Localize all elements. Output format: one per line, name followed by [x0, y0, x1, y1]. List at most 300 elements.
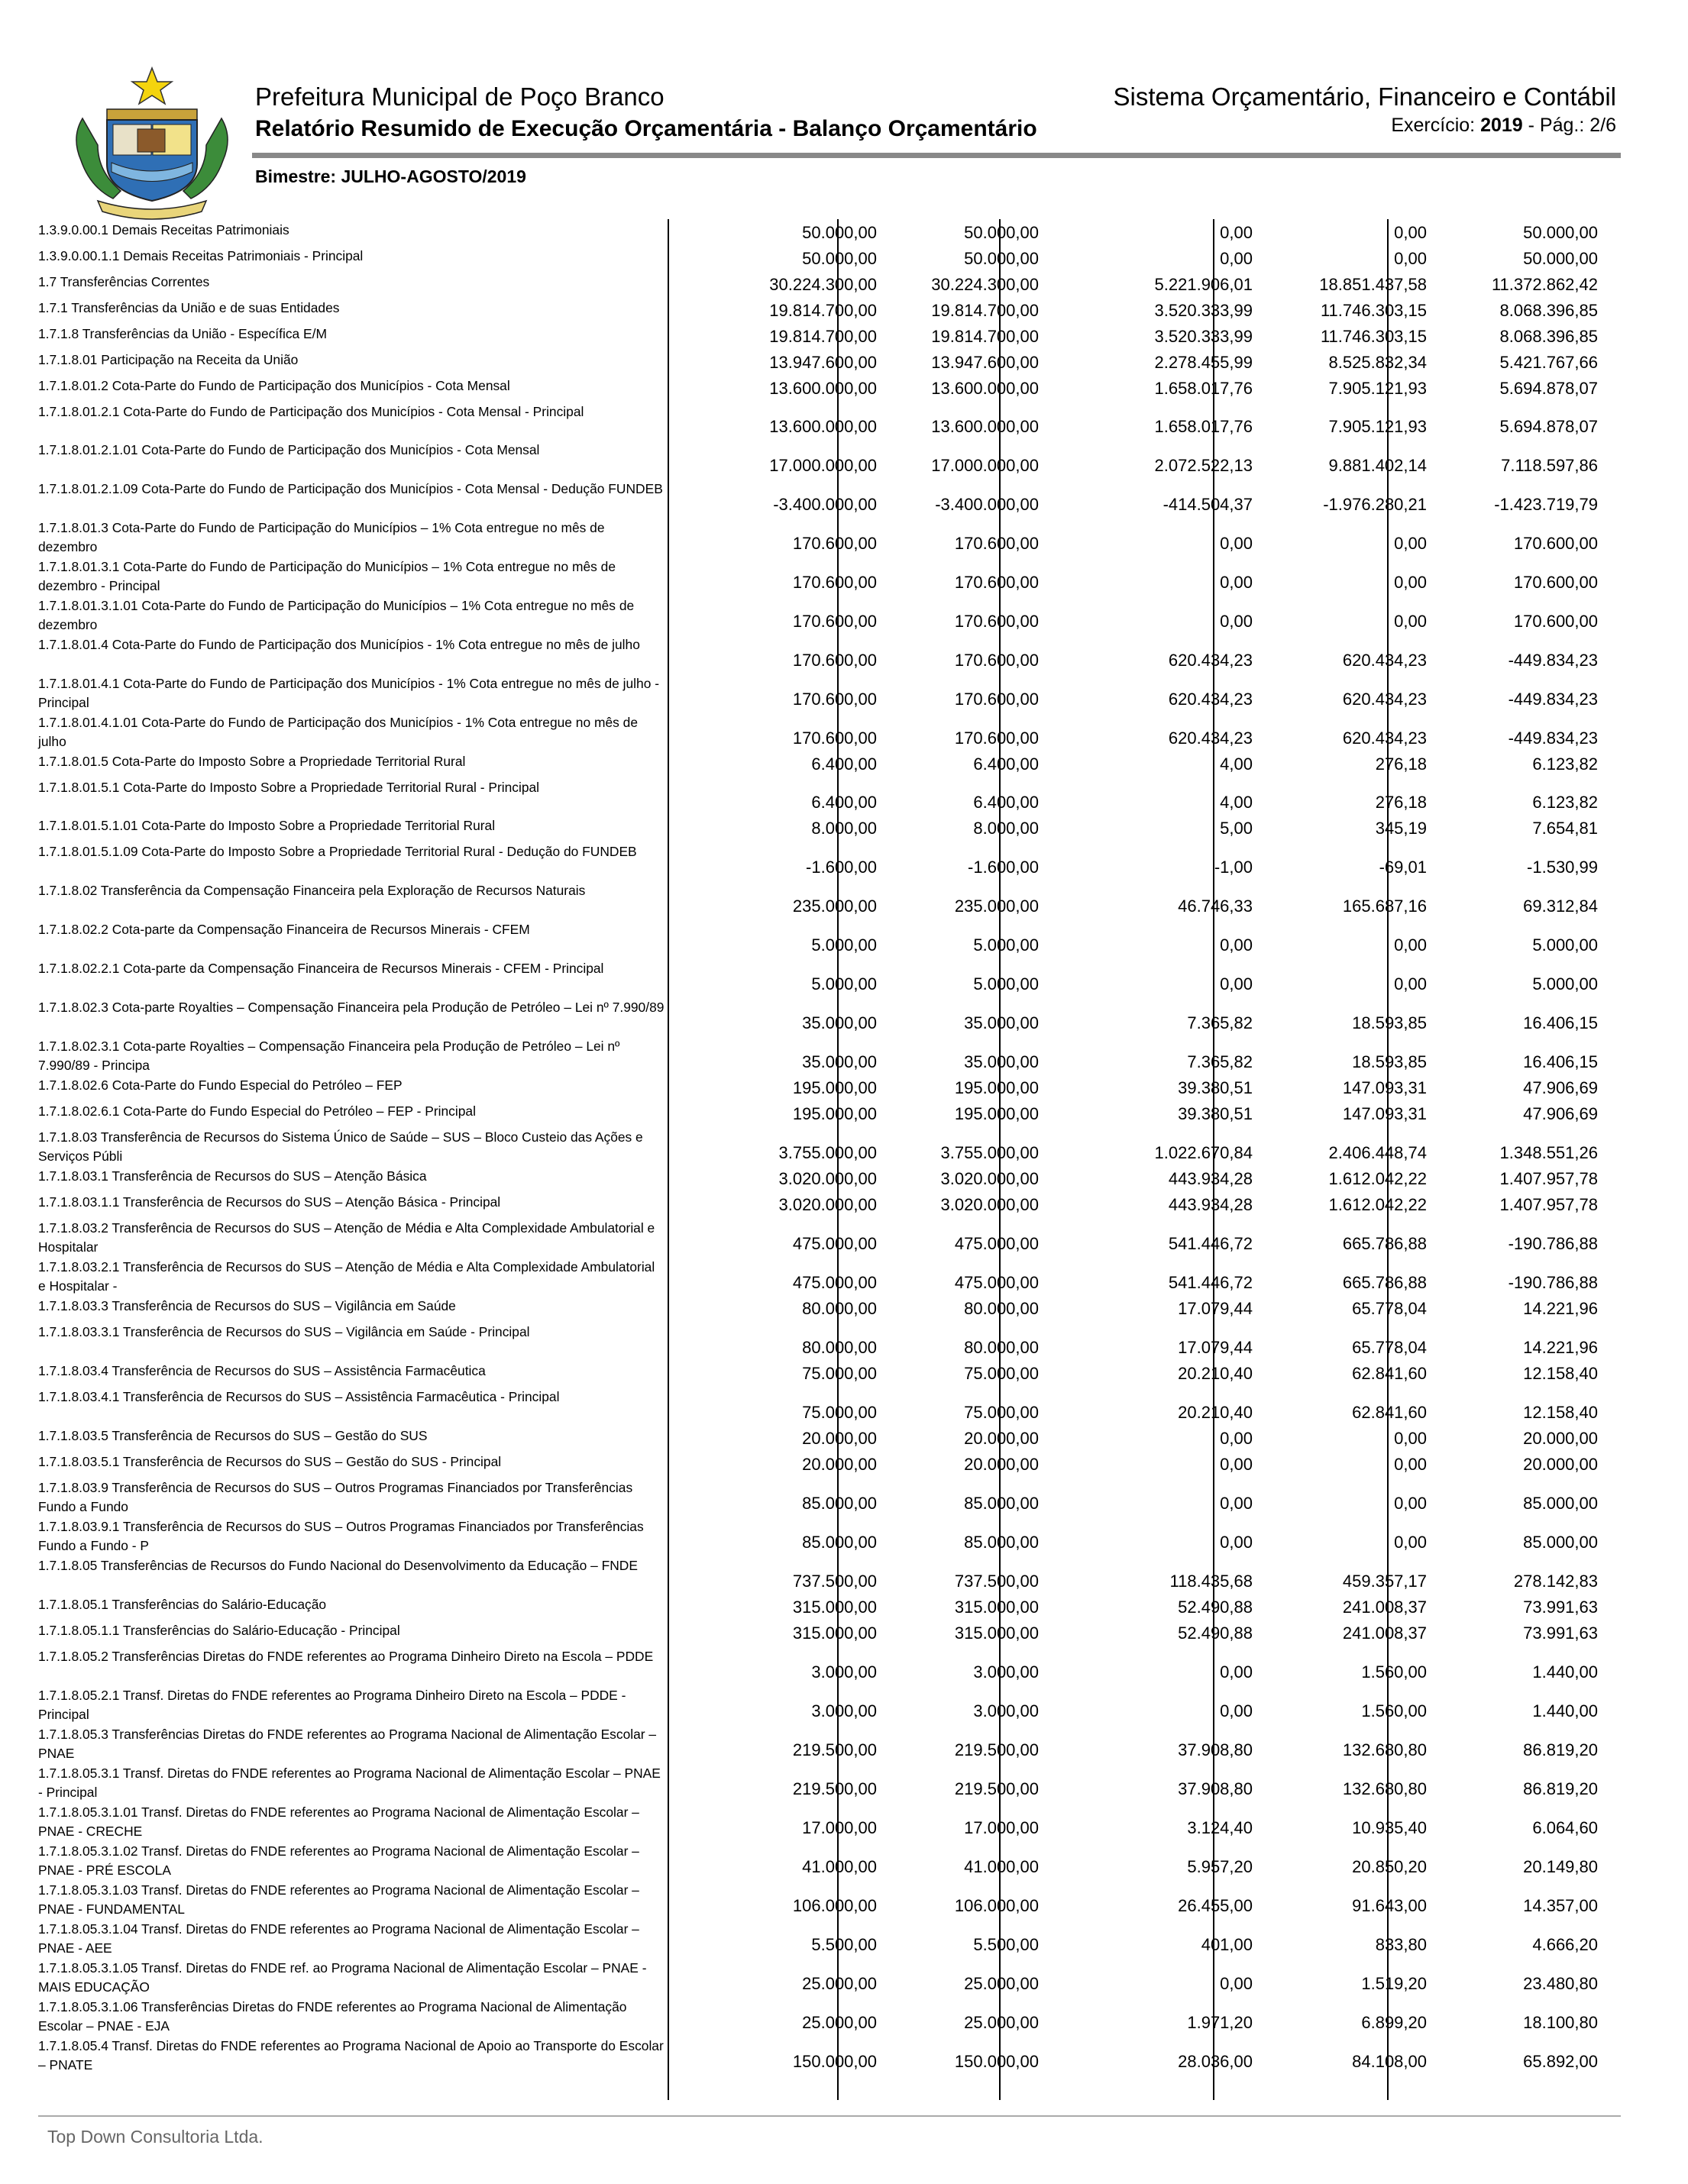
initial-forecast-cell: 85.000,00 [802, 1533, 877, 1552]
period-revenue-cell: 4,00 [1220, 754, 1253, 774]
cumulative-revenue-cell: 6.899,20 [1361, 2013, 1427, 2032]
table-row [38, 1425, 1612, 1451]
period-revenue-cell: 118.435,68 [1169, 1572, 1253, 1591]
balance-cell: 170.600,00 [1513, 573, 1598, 592]
table-row [38, 1879, 1612, 1918]
balance-cell: 8.068.396,85 [1499, 301, 1598, 320]
period-revenue-cell: 620.434,23 [1168, 690, 1253, 709]
cumulative-revenue-cell: 1.612.042,22 [1328, 1169, 1427, 1188]
table-row [38, 439, 1612, 478]
period-revenue-cell: 5.221.906,01 [1154, 275, 1253, 294]
balance-cell: 14.221,96 [1523, 1299, 1598, 1318]
balance-cell: 1.440,00 [1532, 1701, 1598, 1720]
initial-forecast-cell: 20.000,00 [802, 1429, 877, 1448]
cumulative-revenue-cell: 0,00 [1394, 612, 1427, 631]
balance-cell: 50.000,00 [1523, 223, 1598, 242]
municipal-crest-logo [67, 65, 237, 221]
balance-cell: 18.100,80 [1523, 2013, 1598, 2032]
table-row [38, 1191, 1612, 1217]
initial-forecast-cell: -3.400.000,00 [773, 495, 877, 514]
table-row [38, 1685, 1612, 1724]
account-description: 1.7.1.8.05.2 Transferências Diretas do FNDE referentes ao Programa Dinheiro Direto na Escola – PDDE [38, 1649, 654, 1664]
initial-forecast-cell: 219.500,00 [792, 1779, 877, 1798]
cumulative-revenue-cell: 0,00 [1394, 935, 1427, 955]
initial-forecast-cell: 41.000,00 [802, 1857, 877, 1876]
updated-forecast-cell: 30.224.300,00 [931, 275, 1039, 294]
account-description: 1.7.1.8.01.2.1.09 Cota-Parte do Fundo de Participação dos Municípios - Cota Mensal - Dedução FUNDEB [38, 481, 663, 496]
period-revenue-cell: 1.658.017,76 [1154, 417, 1253, 436]
table-row [38, 1620, 1612, 1646]
initial-forecast-cell: 315.000,00 [792, 1598, 877, 1617]
period-revenue-cell: 0,00 [1220, 1974, 1253, 1993]
account-description: 1.7.1.8.03.1.1 Transferência de Recursos do SUS – Atenção Básica - Principal [38, 1194, 501, 1210]
table-row [38, 401, 1612, 439]
organization-name: Prefeitura Municipal de Poço Branco [255, 82, 665, 111]
initial-forecast-cell: 75.000,00 [802, 1364, 877, 1383]
period-revenue-cell: 52.490,88 [1178, 1598, 1253, 1617]
balance-cell: 8.068.396,85 [1499, 327, 1598, 346]
balance-cell: 20.000,00 [1523, 1429, 1598, 1448]
initial-forecast-cell: 5.500,00 [811, 1935, 877, 1954]
cumulative-revenue-cell: 65.778,04 [1352, 1338, 1427, 1357]
updated-forecast-cell: 150.000,00 [954, 2052, 1039, 2071]
table-row [38, 1996, 1612, 2035]
account-description: 1.7.1.8.02.3 Cota-parte Royalties – Compensação Financeira pela Produção de Petróleo – Lei nº 7.990/89 [38, 1000, 665, 1015]
cumulative-revenue-cell: 0,00 [1394, 1533, 1427, 1552]
cumulative-revenue-cell: 665.786,88 [1342, 1273, 1427, 1292]
table-row [38, 1840, 1612, 1879]
account-description: 1.7.1 Transferências da União e de suas Entidades [38, 300, 340, 315]
table-row [38, 1360, 1612, 1386]
balance-cell: 1.407.957,78 [1499, 1195, 1598, 1214]
cumulative-revenue-cell: -69,01 [1379, 858, 1427, 877]
cumulative-revenue-cell: 0,00 [1394, 1455, 1427, 1474]
account-description: 1.7.1.8.01.2.1.01 Cota-Parte do Fundo de Participação dos Municípios - Cota Mensal [38, 442, 540, 457]
initial-forecast-cell: 8.000,00 [811, 819, 877, 838]
exercise-year: 2019 [1480, 115, 1523, 136]
table-row [38, 1035, 1612, 1074]
cumulative-revenue-cell: 18.593,85 [1352, 1052, 1427, 1071]
table-row [38, 958, 1612, 997]
cumulative-revenue-cell: 0,00 [1394, 249, 1427, 268]
cumulative-revenue-cell: 345,19 [1375, 819, 1427, 838]
table-row [38, 517, 1612, 556]
cumulative-revenue-cell: 18.593,85 [1352, 1013, 1427, 1032]
account-description: 1.7.1.8.05.4 Transf. Diretas do FNDE referentes ao Programa Nacional de Apoio ao Transporte do Escolar – PNATE [38, 2038, 664, 2073]
updated-forecast-cell: 75.000,00 [964, 1364, 1039, 1383]
cumulative-revenue-cell: 0,00 [1394, 573, 1427, 592]
initial-forecast-cell: 25.000,00 [802, 2013, 877, 2032]
updated-forecast-cell: 170.600,00 [954, 690, 1039, 709]
table-row [38, 595, 1612, 634]
table-row [38, 634, 1612, 673]
account-description: 1.7.1.8.02 Transferência da Compensação Financeira pela Exploração de Recursos Naturais [38, 883, 586, 898]
account-description: 1.7.1.8.05.1 Transferências do Salário-Educação [38, 1597, 327, 1612]
table-row [38, 245, 1612, 271]
account-description: 1.7.1.8.05.3.1.03 Transf. Diretas do FNDE referentes ao Programa Nacional de Alimentação Escolar – PNAE - FUNDAMENTAL [38, 1882, 639, 1917]
period-revenue-cell: -414.504,37 [1163, 495, 1253, 514]
period-revenue-cell: 17.079,44 [1178, 1299, 1253, 1318]
initial-forecast-cell: 3.755.000,00 [778, 1143, 877, 1162]
period-revenue-cell: 0,00 [1220, 1455, 1253, 1474]
table-row [38, 1516, 1612, 1555]
account-description: 1.7.1.8.01.4.1.01 Cota-Parte do Fundo de Participação dos Municípios - 1% Cota entregue no mês de julho [38, 715, 638, 749]
initial-forecast-cell: 19.814.700,00 [769, 301, 877, 320]
cumulative-revenue-cell: 0,00 [1394, 223, 1427, 242]
updated-forecast-cell: 19.814.700,00 [931, 327, 1039, 346]
table-row [38, 1256, 1612, 1295]
account-description: 1.7.1.8.01.4 Cota-Parte do Fundo de Participação dos Municípios - 1% Cota entregue no mês de julho [38, 637, 640, 652]
account-description: 1.7.1.8.02.2.1 Cota-parte da Compensação Financeira de Recursos Minerais - CFEM - Principal [38, 961, 604, 976]
account-description: 1.7.1.8.05.3 Transferências Diretas do FNDE referentes ao Programa Nacional de Alimentação Escolar – PNAE [38, 1727, 657, 1761]
account-description: 1.7.1.8 Transferências da União - Específica E/M [38, 326, 327, 341]
cumulative-revenue-cell: 7.905.121,93 [1328, 417, 1427, 436]
balance-cell: -449.834,23 [1508, 690, 1598, 709]
table-row [38, 777, 1612, 815]
table-row [38, 2035, 1612, 2074]
updated-forecast-cell: 170.600,00 [954, 612, 1039, 631]
initial-forecast-cell: 315.000,00 [792, 1623, 877, 1643]
updated-forecast-cell: 17.000.000,00 [931, 456, 1039, 475]
period-revenue-cell: 0,00 [1220, 612, 1253, 631]
period-label: Bimestre: JULHO-AGOSTO/2019 [255, 166, 526, 186]
table-row [38, 919, 1612, 958]
cumulative-revenue-cell: 165.687,16 [1342, 897, 1427, 916]
table-row [38, 1100, 1612, 1126]
period-revenue-cell: 0,00 [1220, 1662, 1253, 1682]
footer-divider [38, 2115, 1621, 2117]
balance-cell: -190.786,88 [1508, 1273, 1598, 1292]
period-revenue-cell: 3.124,40 [1187, 1818, 1253, 1837]
account-description: 1.7.1.8.01 Participação na Receita da União [38, 352, 299, 367]
period-revenue-cell: 3.520.333,99 [1154, 327, 1253, 346]
budget-table [38, 219, 1612, 2074]
initial-forecast-cell: 6.400,00 [811, 754, 877, 774]
account-description: 1.7.1.8.03.2 Transferência de Recursos do SUS – Atenção de Média e Alta Complexidade Ambulatorial e Hospitalar [38, 1220, 655, 1255]
account-description: 1.7.1.8.01.3.1.01 Cota-Parte do Fundo de Participação do Municípios – 1% Cota entregue no mês de dezembro [38, 598, 635, 632]
updated-forecast-cell: 50.000,00 [964, 223, 1039, 242]
table-row [38, 1126, 1612, 1165]
initial-forecast-cell: 20.000,00 [802, 1455, 877, 1474]
cumulative-revenue-cell: 147.093,31 [1342, 1078, 1427, 1097]
table-row [38, 1217, 1612, 1256]
initial-forecast-cell: 195.000,00 [792, 1078, 877, 1097]
period-revenue-cell: 0,00 [1220, 249, 1253, 268]
table-row [38, 1477, 1612, 1516]
balance-cell: 65.892,00 [1523, 2052, 1598, 2071]
table-row [38, 1451, 1612, 1477]
cumulative-revenue-cell: 241.008,37 [1342, 1623, 1427, 1643]
account-description: 1.7.1.8.03 Transferência de Recursos do Sistema Único de Saúde – SUS – Bloco Custeio das Ações e Serviços Públi [38, 1129, 643, 1164]
period-revenue-cell: 0,00 [1220, 223, 1253, 242]
cumulative-revenue-cell: 1.519,20 [1361, 1974, 1427, 1993]
table-row [38, 997, 1612, 1035]
cumulative-revenue-cell: -1.976.280,21 [1323, 495, 1427, 514]
account-description: 1.3.9.0.00.1.1 Demais Receitas Patrimoniais - Principal [38, 248, 364, 263]
cumulative-revenue-cell: 2.406.448,74 [1328, 1143, 1427, 1162]
initial-forecast-cell: 80.000,00 [802, 1299, 877, 1318]
balance-cell: 73.991,63 [1523, 1623, 1598, 1643]
period-revenue-cell: 52.490,88 [1178, 1623, 1253, 1643]
balance-cell: 16.406,15 [1523, 1013, 1598, 1032]
cumulative-revenue-cell: 620.434,23 [1342, 690, 1427, 709]
account-description: 1.7.1.8.05.3.1.01 Transf. Diretas do FNDE referentes ao Programa Nacional de Alimentação Escolar – PNAE - CRECHE [38, 1804, 639, 1839]
updated-forecast-cell: 17.000,00 [964, 1818, 1039, 1837]
balance-cell: 5.000,00 [1532, 974, 1598, 993]
period-revenue-cell: 620.434,23 [1168, 651, 1253, 670]
initial-forecast-cell: 170.600,00 [792, 690, 877, 709]
table-row [38, 1594, 1612, 1620]
period-revenue-cell: 443.934,28 [1168, 1169, 1253, 1188]
cumulative-revenue-cell: 91.643,00 [1352, 1896, 1427, 1915]
table-row [38, 1957, 1612, 1996]
account-description: 1.7.1.8.05.3.1.04 Transf. Diretas do FNDE referentes ao Programa Nacional de Alimentação Escolar – PNAE - AEE [38, 1921, 639, 1956]
cumulative-revenue-cell: 0,00 [1394, 974, 1427, 993]
account-description: 1.7.1.8.03.3.1 Transferência de Recursos do SUS – Vigilância em Saúde - Principal [38, 1324, 530, 1339]
account-description: 1.7.1.8.03.4 Transferência de Recursos do SUS – Assistência Farmacêutica [38, 1363, 486, 1378]
balance-cell: 69.312,84 [1523, 897, 1598, 916]
period-revenue-cell: 0,00 [1220, 935, 1253, 955]
period-revenue-cell: 3.520.333,99 [1154, 301, 1253, 320]
account-description: 1.7.1.8.05.1.1 Transferências do Salário-Educação - Principal [38, 1623, 400, 1638]
initial-forecast-cell: 219.500,00 [792, 1740, 877, 1759]
account-description: 1.7.1.8.03.5.1 Transferência de Recursos do SUS – Gestão do SUS - Principal [38, 1454, 502, 1469]
account-description: 1.7.1.8.01.3 Cota-Parte do Fundo de Participação do Municípios – 1% Cota entregue no mês de dezembro [38, 520, 605, 554]
account-description: 1.7.1.8.05 Transferências de Recursos do Fundo Nacional do Desenvolvimento da Educação – FNDE [38, 1558, 638, 1573]
table-row [38, 1918, 1612, 1957]
initial-forecast-cell: 5.000,00 [811, 935, 877, 955]
account-description: 1.7.1.8.03.3 Transferência de Recursos do SUS – Vigilância em Saúde [38, 1298, 456, 1313]
period-revenue-cell: 0,00 [1220, 1533, 1253, 1552]
cumulative-revenue-cell: 1.612.042,22 [1328, 1195, 1427, 1214]
initial-forecast-cell: 170.600,00 [792, 534, 877, 553]
table-row [38, 271, 1612, 297]
updated-forecast-cell: 13.600.000,00 [931, 417, 1039, 436]
updated-forecast-cell: 80.000,00 [964, 1299, 1039, 1318]
updated-forecast-cell: 5.000,00 [973, 935, 1039, 955]
balance-cell: -449.834,23 [1508, 729, 1598, 748]
updated-forecast-cell: 35.000,00 [964, 1052, 1039, 1071]
header-divider [252, 153, 1621, 158]
account-description: 1.7.1.8.03.9.1 Transferência de Recursos do SUS – Outros Programas Financiados por Transferências Fundo a Fundo - P [38, 1519, 644, 1553]
period-revenue-cell: 37.908,80 [1178, 1740, 1253, 1759]
updated-forecast-cell: -1.600,00 [968, 858, 1039, 877]
initial-forecast-cell: 475.000,00 [792, 1273, 877, 1292]
account-description: 1.7.1.8.01.3.1 Cota-Parte do Fundo de Participação do Municípios – 1% Cota entregue no mês de dezembro - Principal [38, 559, 616, 593]
cumulative-revenue-cell: 1.560,00 [1361, 1662, 1427, 1682]
balance-cell: 47.906,69 [1523, 1104, 1598, 1123]
period-revenue-cell: 7.365,82 [1187, 1052, 1253, 1071]
cumulative-revenue-cell: 11.746.303,15 [1320, 301, 1427, 320]
updated-forecast-cell: -3.400.000,00 [935, 495, 1039, 514]
updated-forecast-cell: 170.600,00 [954, 651, 1039, 670]
balance-cell: 47.906,69 [1523, 1078, 1598, 1097]
updated-forecast-cell: 8.000,00 [973, 819, 1039, 838]
balance-cell: 1.440,00 [1532, 1662, 1598, 1682]
updated-forecast-cell: 195.000,00 [954, 1078, 1039, 1097]
balance-cell: 6.123,82 [1532, 754, 1598, 774]
updated-forecast-cell: 3.755.000,00 [940, 1143, 1039, 1162]
cumulative-revenue-cell: 241.008,37 [1342, 1598, 1427, 1617]
balance-cell: 7.118.597,86 [1501, 456, 1598, 475]
account-description: 1.7.1.8.02.6 Cota-Parte do Fundo Especial do Petróleo – FEP [38, 1077, 403, 1093]
table-row [38, 1165, 1612, 1191]
page-number: - Pág.: 2/6 [1528, 115, 1616, 136]
period-revenue-cell: 443.934,28 [1168, 1195, 1253, 1214]
updated-forecast-cell: 13.600.000,00 [931, 379, 1039, 398]
cumulative-revenue-cell: 276,18 [1375, 793, 1427, 812]
initial-forecast-cell: 150.000,00 [792, 2052, 877, 2071]
period-revenue-cell: 37.908,80 [1178, 1779, 1253, 1798]
table-row [38, 323, 1612, 349]
cumulative-revenue-cell: 132.680,80 [1342, 1779, 1427, 1798]
cumulative-revenue-cell: 62.841,60 [1352, 1364, 1427, 1383]
initial-forecast-cell: 170.600,00 [792, 651, 877, 670]
account-description: 1.7.1.8.01.5.1 Cota-Parte do Imposto Sobre a Propriedade Territorial Rural - Principal [38, 780, 540, 795]
updated-forecast-cell: 315.000,00 [954, 1598, 1039, 1617]
updated-forecast-cell: 170.600,00 [954, 534, 1039, 553]
initial-forecast-cell: 17.000.000,00 [769, 456, 877, 475]
updated-forecast-cell: 5.000,00 [973, 974, 1039, 993]
initial-forecast-cell: 25.000,00 [802, 1974, 877, 1993]
cumulative-revenue-cell: 11.746.303,15 [1320, 327, 1427, 346]
account-description: 1.7.1.8.01.2 Cota-Parte do Fundo de Participação dos Municípios - Cota Mensal [38, 378, 510, 393]
updated-forecast-cell: 19.814.700,00 [931, 301, 1039, 320]
updated-forecast-cell: 170.600,00 [954, 729, 1039, 748]
balance-cell: 23.480,80 [1523, 1974, 1598, 1993]
period-revenue-cell: 7.365,82 [1187, 1013, 1253, 1032]
table-row [38, 712, 1612, 751]
cumulative-revenue-cell: 8.525.832,34 [1328, 353, 1427, 372]
period-revenue-cell: 39.380,51 [1178, 1078, 1253, 1097]
updated-forecast-cell: 75.000,00 [964, 1403, 1039, 1422]
footer-company: Top Down Consultoria Ltda. [47, 2127, 264, 2147]
balance-cell: 85.000,00 [1523, 1533, 1598, 1552]
updated-forecast-cell: 475.000,00 [954, 1234, 1039, 1253]
table-row [38, 1555, 1612, 1594]
cumulative-revenue-cell: 1.560,00 [1361, 1701, 1427, 1720]
period-revenue-cell: -1,00 [1214, 858, 1253, 877]
balance-cell: 5.421.767,66 [1499, 353, 1598, 372]
updated-forecast-cell: 235.000,00 [954, 897, 1039, 916]
table-row [38, 841, 1612, 880]
period-revenue-cell: 1.971,20 [1187, 2013, 1253, 2032]
initial-forecast-cell: 737.500,00 [792, 1572, 877, 1591]
balance-cell: 86.819,20 [1523, 1740, 1598, 1759]
initial-forecast-cell: 13.600.000,00 [769, 379, 877, 398]
period-revenue-cell: 20.210,40 [1178, 1364, 1253, 1383]
initial-forecast-cell: 170.600,00 [792, 612, 877, 631]
balance-cell: 86.819,20 [1523, 1779, 1598, 1798]
updated-forecast-cell: 3.020.000,00 [940, 1169, 1039, 1188]
cumulative-revenue-cell: 84.108,00 [1352, 2052, 1427, 2071]
balance-cell: -190.786,88 [1508, 1234, 1598, 1253]
updated-forecast-cell: 85.000,00 [964, 1533, 1039, 1552]
updated-forecast-cell: 737.500,00 [954, 1572, 1039, 1591]
table-row [38, 219, 1612, 245]
cumulative-revenue-cell: 459.357,17 [1342, 1572, 1427, 1591]
initial-forecast-cell: 6.400,00 [811, 793, 877, 812]
cumulative-revenue-cell: 276,18 [1375, 754, 1427, 774]
cumulative-revenue-cell: 665.786,88 [1342, 1234, 1427, 1253]
cumulative-revenue-cell: 833,80 [1375, 1935, 1427, 1954]
updated-forecast-cell: 13.947.600,00 [931, 353, 1039, 372]
period-revenue-cell: 541.446,72 [1168, 1234, 1253, 1253]
table-row [38, 375, 1612, 401]
balance-cell: 5.694.878,07 [1499, 379, 1598, 398]
initial-forecast-cell: 35.000,00 [802, 1013, 877, 1032]
table-row [38, 556, 1612, 595]
balance-cell: 7.654,81 [1532, 819, 1598, 838]
initial-forecast-cell: 13.947.600,00 [769, 353, 877, 372]
cumulative-revenue-cell: 10.935,40 [1352, 1818, 1427, 1837]
table-row [38, 297, 1612, 323]
initial-forecast-cell: 235.000,00 [792, 897, 877, 916]
cumulative-revenue-cell: 0,00 [1394, 1494, 1427, 1513]
balance-cell: 50.000,00 [1523, 249, 1598, 268]
account-description: 1.7.1.8.03.9 Transferência de Recursos do SUS – Outros Programas Financiados por Transferências Fundo a Fundo [38, 1480, 633, 1514]
updated-forecast-cell: 475.000,00 [954, 1273, 1039, 1292]
table-row [38, 1386, 1612, 1425]
account-description: 1.7.1.8.01.2.1 Cota-Parte do Fundo de Participação dos Municípios - Cota Mensal - Principal [38, 404, 584, 419]
period-revenue-cell: 0,00 [1220, 534, 1253, 553]
updated-forecast-cell: 219.500,00 [954, 1779, 1039, 1798]
account-description: 1.7.1.8.05.3.1 Transf. Diretas do FNDE referentes ao Programa Nacional de Alimentação Escolar – PNAE - Principal [38, 1766, 661, 1800]
balance-cell: 1.348.551,26 [1499, 1143, 1598, 1162]
balance-cell: -1.530,99 [1527, 858, 1598, 877]
updated-forecast-cell: 170.600,00 [954, 573, 1039, 592]
period-revenue-cell: 620.434,23 [1168, 729, 1253, 748]
cumulative-revenue-cell: 620.434,23 [1342, 729, 1427, 748]
balance-cell: 73.991,63 [1523, 1598, 1598, 1617]
balance-cell: 12.158,40 [1523, 1403, 1598, 1422]
balance-cell: 5.000,00 [1532, 935, 1598, 955]
balance-cell: 5.694.878,07 [1499, 417, 1598, 436]
initial-forecast-cell: 170.600,00 [792, 573, 877, 592]
period-revenue-cell: 28.036,00 [1178, 2052, 1253, 2071]
table-row [38, 880, 1612, 919]
table-row [38, 1295, 1612, 1321]
updated-forecast-cell: 3.020.000,00 [940, 1195, 1039, 1214]
cumulative-revenue-cell: 0,00 [1394, 1429, 1427, 1448]
initial-forecast-cell: 170.600,00 [792, 729, 877, 748]
period-revenue-cell: 541.446,72 [1168, 1273, 1253, 1292]
table-row [38, 1762, 1612, 1801]
table-row [38, 478, 1612, 517]
balance-cell: 170.600,00 [1513, 612, 1598, 631]
table-row [38, 1321, 1612, 1360]
initial-forecast-cell: 50.000,00 [802, 223, 877, 242]
period-revenue-cell: 2.278.455,99 [1154, 353, 1253, 372]
initial-forecast-cell: 106.000,00 [792, 1896, 877, 1915]
initial-forecast-cell: 50.000,00 [802, 249, 877, 268]
period-revenue-cell: 5.957,20 [1187, 1857, 1253, 1876]
period-revenue-cell: 0,00 [1220, 1494, 1253, 1513]
cumulative-revenue-cell: 620.434,23 [1342, 651, 1427, 670]
period-revenue-cell: 0,00 [1220, 573, 1253, 592]
account-description: 1.7.1.8.01.4.1 Cota-Parte do Fundo de Participação dos Municípios - 1% Cota entregue no mês de julho - Principal [38, 676, 660, 710]
cumulative-revenue-cell: 20.850,20 [1352, 1857, 1427, 1876]
cumulative-revenue-cell: 18.851.437,58 [1319, 275, 1427, 294]
account-description: 1.7.1.8.02.3.1 Cota-parte Royalties – Compensação Financeira pela Produção de Petróleo – Lei nº 7.990/89 - Principa [38, 1039, 620, 1073]
account-description: 1.7.1.8.05.3.1.06 Transferências Diretas do FNDE referentes ao Programa Nacional de Alimentação Escolar – PNAE - EJA [38, 1999, 627, 2034]
cumulative-revenue-cell: 9.881.402,14 [1328, 456, 1427, 475]
initial-forecast-cell: 30.224.300,00 [769, 275, 877, 294]
initial-forecast-cell: 195.000,00 [792, 1104, 877, 1123]
updated-forecast-cell: 80.000,00 [964, 1338, 1039, 1357]
period-revenue-cell: 4,00 [1220, 793, 1253, 812]
balance-cell: 11.372.862,42 [1491, 275, 1598, 294]
